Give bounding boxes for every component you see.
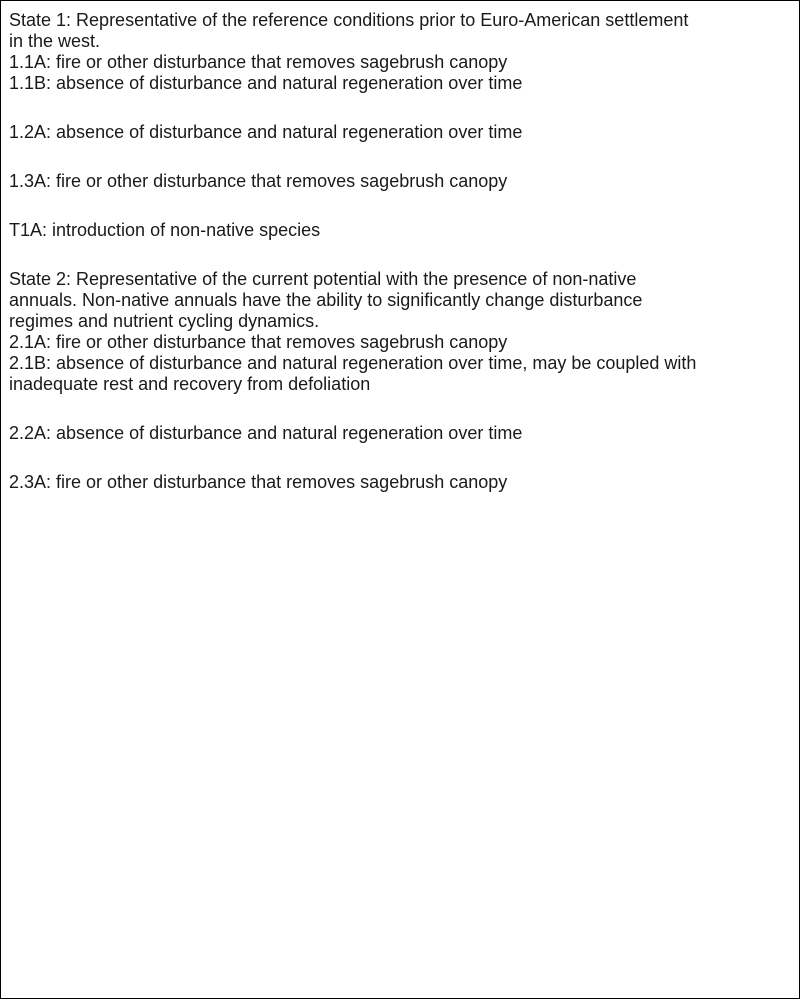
transition-t1a: T1A: introduction of non-native species [9,220,321,240]
pathway-1-3a: 1.3A: fire or other disturbance that removes sagebrush canopy [9,171,508,191]
pathway-2-3a: 2.3A: fire or other disturbance that removes sagebrush canopy [9,472,508,492]
pathway-1-1a: 1.1A: fire or other disturbance that removes sagebrush canopy [9,52,508,72]
pathway-1-1b: 1.1B: absence of disturbance and natural regeneration over time [9,73,523,93]
pathway-2-1a: 2.1A: fire or other disturbance that removes sagebrush canopy [9,332,508,352]
pathway-2-1b-line1: 2.1B: absence of disturbance and natural regeneration over time, may be coupled with [9,353,697,373]
spacer [9,143,795,171]
pathway-1-2a: 1.2A: absence of disturbance and natural regeneration over time [9,122,523,142]
spacer [9,192,795,220]
state1-heading-line2: in the west. [9,31,101,51]
state1-heading-line1: State 1: Representative of the reference conditions prior to Euro-American settlement [9,10,689,30]
state2-heading-line3: regimes and nutrient cycling dynamics. [9,311,320,331]
pathway-2-1b-line2: inadequate rest and recovery from defoliation [9,374,371,394]
legend-text [9,10,795,493]
spacer [9,395,795,423]
state2-heading-line1: State 2: Representative of the current potential with the presence of non-native [9,269,637,289]
spacer [9,241,795,269]
state2-heading-line2: annuals. Non-native annuals have the ability to significantly change disturbance [9,290,643,310]
spacer [9,444,795,472]
pathway-2-2a: 2.2A: absence of disturbance and natural regeneration over time [9,423,523,443]
spacer [9,94,795,122]
